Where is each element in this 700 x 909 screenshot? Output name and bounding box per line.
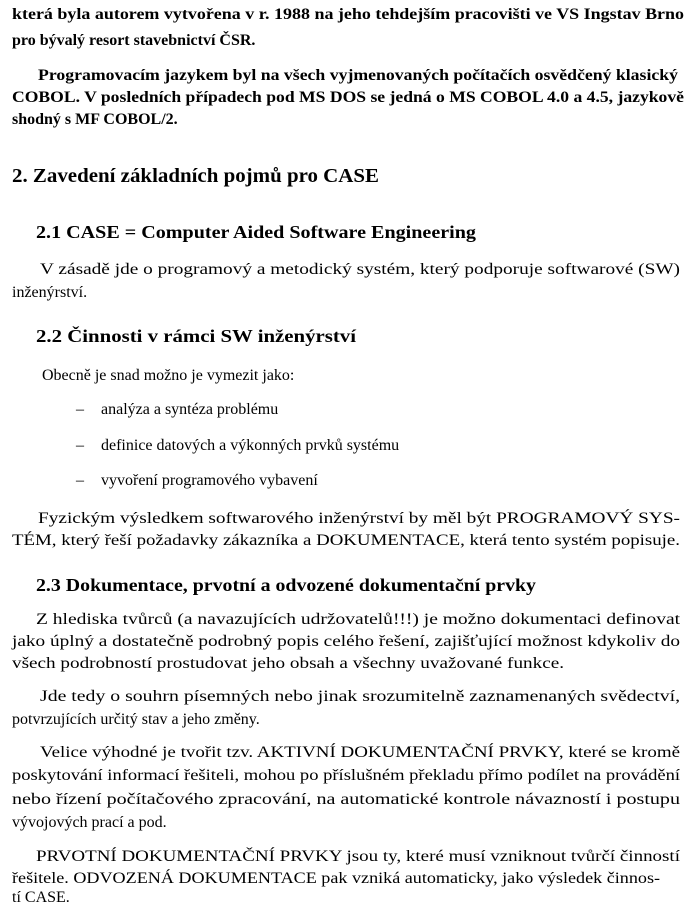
bullet-dash-2: –: [76, 437, 84, 454]
section-2-3-p3-line-1: Velice výhodné je tvořit tzv. AKTIVNÍ DOKUMENTAČNÍ PRVKY, které se kromě: [40, 744, 681, 761]
section-2-1-line-1: V zásadě jde o programový a metodický systém, který podporuje softwarové (SW): [40, 261, 680, 278]
section-2-3-p1-line-3: všech podrobností prostudovat jeho obsah a všechny uvažované funkce.: [12, 655, 564, 672]
intro-para2-line-2: COBOL. V posledních případech pod MS DOS se jedná o MS COBOL 4.0 a 4.5, jazykově: [12, 89, 684, 106]
intro-para2-line-1: Programovacím jazykem byl na všech vyjmenovaných počítačích osvědčený klasický: [38, 67, 678, 84]
section-2-3-p3-line-2: poskytování informací řešiteli, mohou po příslušném překladu přímo podílet na provádění: [12, 767, 681, 784]
bullet-dash-1: –: [76, 401, 84, 418]
intro-line-2: pro bývalý resort stavebnictví ČSR.: [12, 32, 256, 49]
section-2-1-heading: 2.1 CASE = Computer Aided Software Engineering: [36, 222, 477, 242]
intro-para2-line-3: shodný s MF COBOL/2.: [12, 111, 178, 128]
bullet-dash-3: –: [76, 472, 84, 489]
section-2-2-heading: 2.2 Činnosti v rámci SW inženýrství: [36, 326, 356, 346]
section-2-3-p1-line-1: Z hlediska tvůrců (a navazujících udržovatelů!!!) je možno dokumentaci definovat: [36, 611, 681, 628]
section-2-1-line-2: inženýrství.: [12, 284, 88, 301]
section-2-3-p1-line-2: jako úplný a dostatečně podrobný popis celého řešení, zajišťující možnost kdykoliv do: [12, 633, 681, 650]
section-2-2-result-line-1: Fyzickým výsledkem softwarového inženýrství by měl být PROGRAMOVÝ SYS-: [38, 510, 680, 527]
section-2-3-p4-line-2: řešitele. ODVOZENÁ DOKUMENTACE pak vzniká automaticky, jako výsledek činnos-: [12, 870, 661, 887]
list-item-2: definice datových a výkonných prvků systému: [101, 437, 400, 454]
section-2-3-heading: 2.3 Dokumentace, prvotní a odvozené dokumentační prvky: [36, 575, 536, 595]
list-item-3: vyvoření programového vybavení: [101, 472, 318, 489]
section-2-2-result-line-2: TÉM, který řeší požadavky zákazníka a DOKUMENTACE, která tento systém popisuje.: [12, 532, 681, 549]
section-2-heading: 2. Zavedení základních pojmů pro CASE: [12, 165, 379, 187]
section-2-3-p2-line-1: Jde tedy o souhrn písemných nebo jinak srozumitelně zaznamenaných svědectví,: [40, 688, 681, 705]
section-2-3-p2-line-2: potvrzujících určitý stav a jeho změny.: [12, 711, 260, 728]
section-2-3-p4-line-1: PRVOTNÍ DOKUMENTAČNÍ PRVKY jsou ty, které musí vzniknout tvůrčí činností: [36, 848, 680, 865]
intro-line-1: která byla autorem vytvořena v r. 1988 na jeho tehdejším pracovišti ve VS Ingstav Brno: [12, 6, 685, 23]
list-item-1: analýza a syntéza problému: [101, 401, 279, 418]
section-2-3-p3-line-4: vývojových prací a pod.: [12, 814, 167, 831]
section-2-3-p3-line-3: nebo řízení počítačového zpracování, na automatické kontrole návazností i postupu: [12, 791, 680, 808]
section-2-3-p4-line-3: tí CASE.: [12, 889, 70, 906]
section-2-2-intro: Obecně je snad možno je vymezit jako:: [42, 367, 295, 384]
